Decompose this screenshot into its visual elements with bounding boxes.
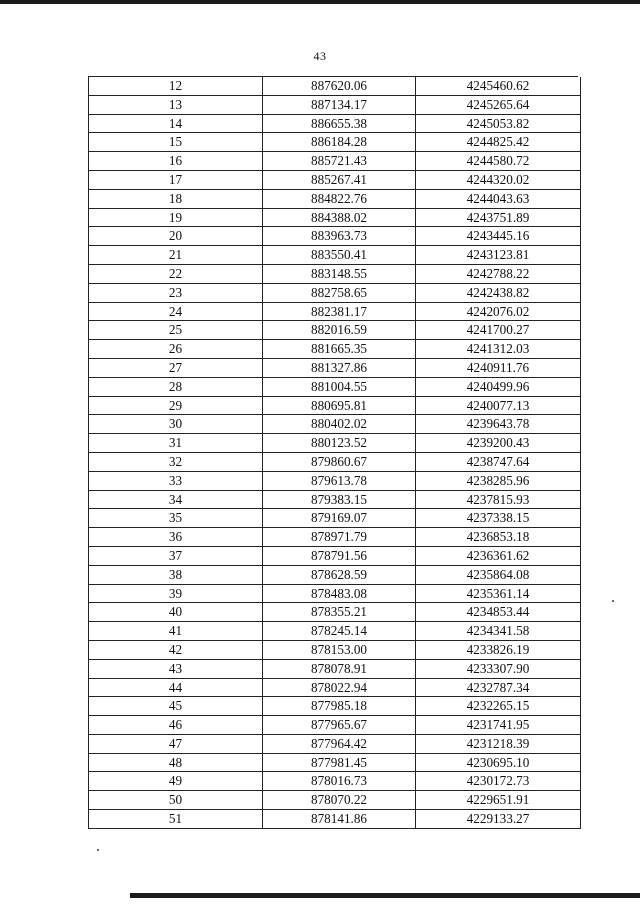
point-number-cell: 35 bbox=[89, 509, 263, 528]
table-row bbox=[89, 603, 581, 622]
point-number-cell: 30 bbox=[89, 415, 263, 434]
point-number-cell: 31 bbox=[89, 434, 263, 453]
x-coordinate-cell: 878070.22 bbox=[263, 791, 416, 810]
table-row bbox=[89, 77, 581, 95]
table-row bbox=[89, 791, 581, 810]
point-number-cell: 33 bbox=[89, 471, 263, 490]
x-coordinate-cell: 878078.91 bbox=[263, 659, 416, 678]
point-number-cell: 45 bbox=[89, 697, 263, 716]
x-coordinate-cell: 880402.02 bbox=[263, 415, 416, 434]
coordinates-table-body bbox=[89, 77, 581, 828]
table-row bbox=[89, 415, 581, 434]
table-row bbox=[89, 208, 581, 227]
table-row bbox=[89, 659, 581, 678]
table-row bbox=[89, 734, 581, 753]
x-coordinate-cell: 882016.59 bbox=[263, 321, 416, 340]
table-row bbox=[89, 283, 581, 302]
x-coordinate-cell: 878016.73 bbox=[263, 772, 416, 791]
x-coordinate-cell: 881327.86 bbox=[263, 358, 416, 377]
coordinates-table-wrapper bbox=[88, 76, 578, 829]
table-row bbox=[89, 640, 581, 659]
point-number-cell: 12 bbox=[89, 77, 263, 95]
table-row bbox=[89, 753, 581, 772]
y-coordinate-cell: 4232265.15 bbox=[416, 697, 581, 716]
table-row bbox=[89, 133, 581, 152]
x-coordinate-cell: 878153.00 bbox=[263, 640, 416, 659]
point-number-cell: 39 bbox=[89, 584, 263, 603]
x-coordinate-cell: 877964.42 bbox=[263, 734, 416, 753]
y-coordinate-cell: 4237338.15 bbox=[416, 509, 581, 528]
table-row bbox=[89, 396, 581, 415]
page-number: 43 bbox=[313, 49, 327, 63]
table-row bbox=[89, 584, 581, 603]
y-coordinate-cell: 4244043.63 bbox=[416, 189, 581, 208]
point-number-cell: 24 bbox=[89, 302, 263, 321]
x-coordinate-cell: 883963.73 bbox=[263, 227, 416, 246]
table-row bbox=[89, 565, 581, 584]
x-coordinate-cell: 883148.55 bbox=[263, 264, 416, 283]
y-coordinate-cell: 4243751.89 bbox=[416, 208, 581, 227]
table-row bbox=[89, 528, 581, 547]
y-coordinate-cell: 4242438.82 bbox=[416, 283, 581, 302]
bottom-border-line bbox=[130, 893, 640, 898]
point-number-cell: 51 bbox=[89, 810, 263, 829]
y-coordinate-cell: 4245265.64 bbox=[416, 95, 581, 114]
x-coordinate-cell: 881004.55 bbox=[263, 377, 416, 396]
point-number-cell: 38 bbox=[89, 565, 263, 584]
x-coordinate-cell: 878628.59 bbox=[263, 565, 416, 584]
x-coordinate-cell: 877985.18 bbox=[263, 697, 416, 716]
y-coordinate-cell: 4233307.90 bbox=[416, 659, 581, 678]
y-coordinate-cell: 4241700.27 bbox=[416, 321, 581, 340]
y-coordinate-cell: 4243123.81 bbox=[416, 246, 581, 265]
table-row bbox=[89, 246, 581, 265]
x-coordinate-cell: 880695.81 bbox=[263, 396, 416, 415]
scan-speck bbox=[97, 849, 99, 851]
point-number-cell: 34 bbox=[89, 490, 263, 509]
x-coordinate-cell: 877965.67 bbox=[263, 716, 416, 735]
point-number-cell: 50 bbox=[89, 791, 263, 810]
table-row bbox=[89, 490, 581, 509]
y-coordinate-cell: 4232787.34 bbox=[416, 678, 581, 697]
table-row bbox=[89, 772, 581, 791]
table-row bbox=[89, 114, 581, 133]
point-number-cell: 27 bbox=[89, 358, 263, 377]
point-number-cell: 16 bbox=[89, 152, 263, 171]
table-row bbox=[89, 302, 581, 321]
y-coordinate-cell: 4235864.08 bbox=[416, 565, 581, 584]
x-coordinate-cell: 878791.56 bbox=[263, 546, 416, 565]
coordinates-table bbox=[89, 77, 581, 829]
point-number-cell: 23 bbox=[89, 283, 263, 302]
y-coordinate-cell: 4230172.73 bbox=[416, 772, 581, 791]
table-row bbox=[89, 95, 581, 114]
y-coordinate-cell: 4244580.72 bbox=[416, 152, 581, 171]
table-row bbox=[89, 509, 581, 528]
y-coordinate-cell: 4229133.27 bbox=[416, 810, 581, 829]
point-number-cell: 20 bbox=[89, 227, 263, 246]
scan-speck bbox=[612, 600, 614, 602]
point-number-cell: 47 bbox=[89, 734, 263, 753]
table-row bbox=[89, 152, 581, 171]
point-number-cell: 25 bbox=[89, 321, 263, 340]
point-number-cell: 48 bbox=[89, 753, 263, 772]
x-coordinate-cell: 879860.67 bbox=[263, 452, 416, 471]
y-coordinate-cell: 4238285.96 bbox=[416, 471, 581, 490]
y-coordinate-cell: 4244320.02 bbox=[416, 170, 581, 189]
point-number-cell: 29 bbox=[89, 396, 263, 415]
x-coordinate-cell: 884388.02 bbox=[263, 208, 416, 227]
x-coordinate-cell: 887620.06 bbox=[263, 77, 416, 95]
y-coordinate-cell: 4231218.39 bbox=[416, 734, 581, 753]
table-row bbox=[89, 452, 581, 471]
x-coordinate-cell: 878483.08 bbox=[263, 584, 416, 603]
x-coordinate-cell: 885721.43 bbox=[263, 152, 416, 171]
point-number-cell: 28 bbox=[89, 377, 263, 396]
y-coordinate-cell: 4243445.16 bbox=[416, 227, 581, 246]
table-row bbox=[89, 189, 581, 208]
x-coordinate-cell: 878355.21 bbox=[263, 603, 416, 622]
x-coordinate-cell: 879613.78 bbox=[263, 471, 416, 490]
x-coordinate-cell: 879383.15 bbox=[263, 490, 416, 509]
table-row bbox=[89, 678, 581, 697]
point-number-cell: 36 bbox=[89, 528, 263, 547]
point-number-cell: 19 bbox=[89, 208, 263, 227]
x-coordinate-cell: 881665.35 bbox=[263, 340, 416, 359]
point-number-cell: 18 bbox=[89, 189, 263, 208]
table-row bbox=[89, 434, 581, 453]
point-number-cell: 46 bbox=[89, 716, 263, 735]
point-number-cell: 14 bbox=[89, 114, 263, 133]
y-coordinate-cell: 4235361.14 bbox=[416, 584, 581, 603]
y-coordinate-cell: 4237815.93 bbox=[416, 490, 581, 509]
table-row bbox=[89, 227, 581, 246]
x-coordinate-cell: 880123.52 bbox=[263, 434, 416, 453]
point-number-cell: 44 bbox=[89, 678, 263, 697]
y-coordinate-cell: 4234341.58 bbox=[416, 622, 581, 641]
table-row bbox=[89, 471, 581, 490]
x-coordinate-cell: 878022.94 bbox=[263, 678, 416, 697]
x-coordinate-cell: 882758.65 bbox=[263, 283, 416, 302]
y-coordinate-cell: 4240499.96 bbox=[416, 377, 581, 396]
point-number-cell: 42 bbox=[89, 640, 263, 659]
y-coordinate-cell: 4239643.78 bbox=[416, 415, 581, 434]
table-row bbox=[89, 358, 581, 377]
x-coordinate-cell: 878971.79 bbox=[263, 528, 416, 547]
table-row bbox=[89, 321, 581, 340]
y-coordinate-cell: 4240911.76 bbox=[416, 358, 581, 377]
x-coordinate-cell: 886184.28 bbox=[263, 133, 416, 152]
point-number-cell: 17 bbox=[89, 170, 263, 189]
y-coordinate-cell: 4236361.62 bbox=[416, 546, 581, 565]
point-number-cell: 49 bbox=[89, 772, 263, 791]
table-row bbox=[89, 377, 581, 396]
y-coordinate-cell: 4229651.91 bbox=[416, 791, 581, 810]
x-coordinate-cell: 878245.14 bbox=[263, 622, 416, 641]
x-coordinate-cell: 886655.38 bbox=[263, 114, 416, 133]
point-number-cell: 32 bbox=[89, 452, 263, 471]
table-row bbox=[89, 697, 581, 716]
y-coordinate-cell: 4230695.10 bbox=[416, 753, 581, 772]
table-row bbox=[89, 170, 581, 189]
x-coordinate-cell: 882381.17 bbox=[263, 302, 416, 321]
x-coordinate-cell: 879169.07 bbox=[263, 509, 416, 528]
y-coordinate-cell: 4242076.02 bbox=[416, 302, 581, 321]
y-coordinate-cell: 4245053.82 bbox=[416, 114, 581, 133]
y-coordinate-cell: 4239200.43 bbox=[416, 434, 581, 453]
y-coordinate-cell: 4238747.64 bbox=[416, 452, 581, 471]
table-row bbox=[89, 810, 581, 829]
point-number-cell: 13 bbox=[89, 95, 263, 114]
point-number-cell: 40 bbox=[89, 603, 263, 622]
point-number-cell: 21 bbox=[89, 246, 263, 265]
x-coordinate-cell: 884822.76 bbox=[263, 189, 416, 208]
x-coordinate-cell: 878141.86 bbox=[263, 810, 416, 829]
x-coordinate-cell: 887134.17 bbox=[263, 95, 416, 114]
y-coordinate-cell: 4240077.13 bbox=[416, 396, 581, 415]
table-row bbox=[89, 264, 581, 283]
point-number-cell: 43 bbox=[89, 659, 263, 678]
top-border-line bbox=[0, 0, 640, 4]
x-coordinate-cell: 877981.45 bbox=[263, 753, 416, 772]
table-row bbox=[89, 622, 581, 641]
point-number-cell: 37 bbox=[89, 546, 263, 565]
point-number-cell: 15 bbox=[89, 133, 263, 152]
y-coordinate-cell: 4236853.18 bbox=[416, 528, 581, 547]
point-number-cell: 26 bbox=[89, 340, 263, 359]
y-coordinate-cell: 4233826.19 bbox=[416, 640, 581, 659]
table-row bbox=[89, 546, 581, 565]
table-row bbox=[89, 340, 581, 359]
y-coordinate-cell: 4244825.42 bbox=[416, 133, 581, 152]
y-coordinate-cell: 4241312.03 bbox=[416, 340, 581, 359]
y-coordinate-cell: 4231741.95 bbox=[416, 716, 581, 735]
point-number-cell: 22 bbox=[89, 264, 263, 283]
y-coordinate-cell: 4242788.22 bbox=[416, 264, 581, 283]
x-coordinate-cell: 885267.41 bbox=[263, 170, 416, 189]
x-coordinate-cell: 883550.41 bbox=[263, 246, 416, 265]
table-row bbox=[89, 716, 581, 735]
point-number-cell: 41 bbox=[89, 622, 263, 641]
y-coordinate-cell: 4245460.62 bbox=[416, 77, 581, 95]
y-coordinate-cell: 4234853.44 bbox=[416, 603, 581, 622]
